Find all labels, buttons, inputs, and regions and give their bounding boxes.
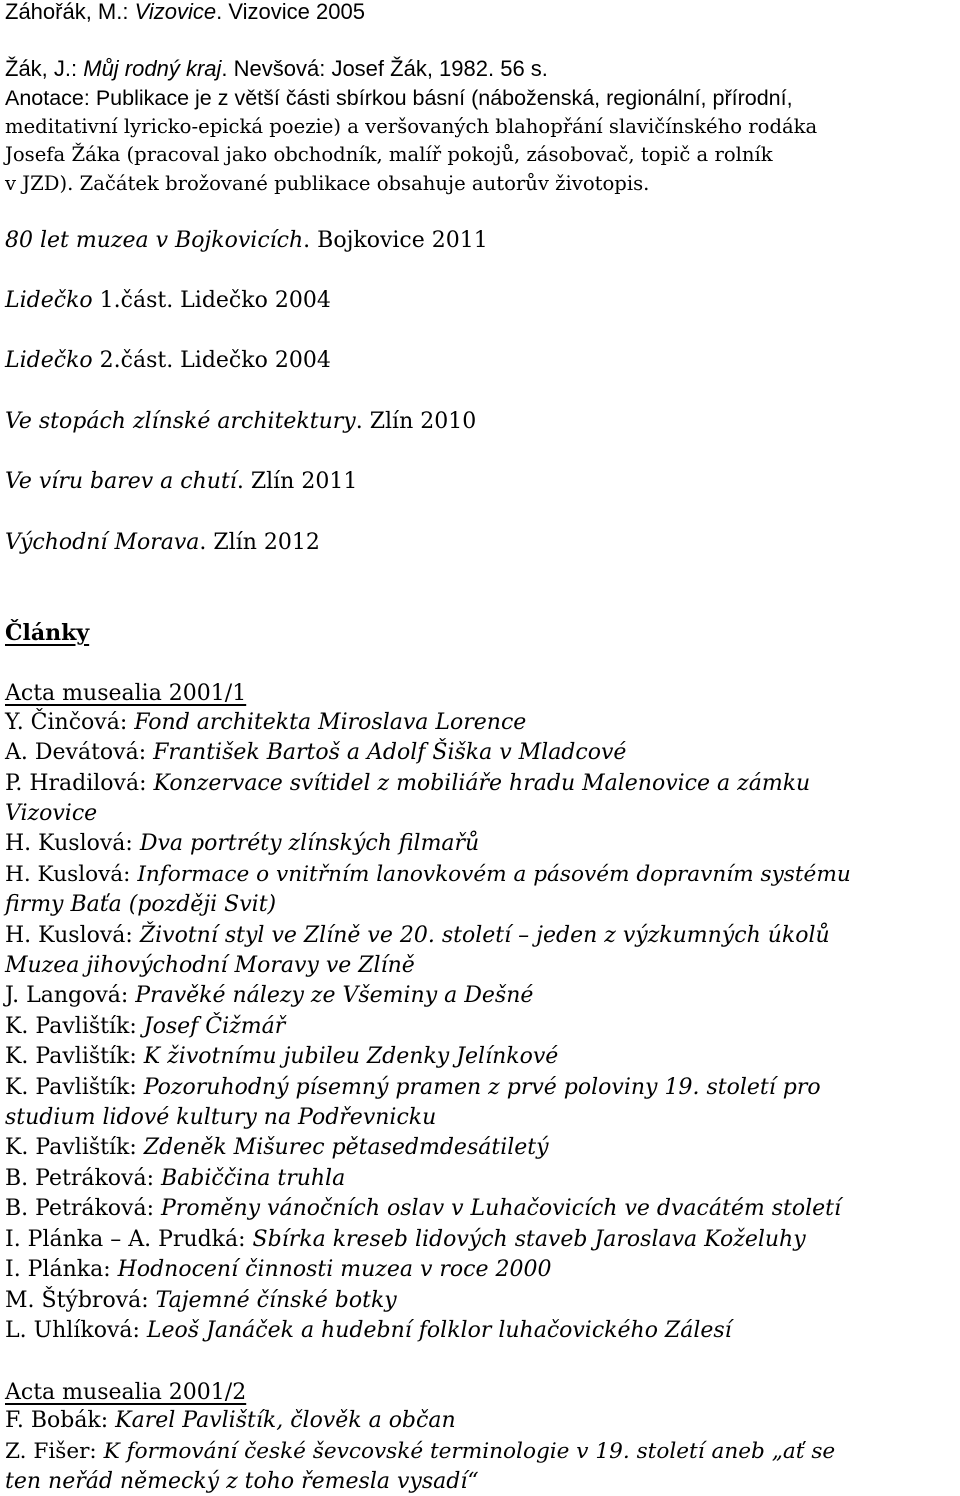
catalog-entry <box>5 411 476 433</box>
article-title: Hodnocení činnosti muzea v roce 2000 <box>117 1257 552 1282</box>
article-title: Karel Pavlištík, člověk a občan <box>115 1408 456 1433</box>
article-title-continuation: studium lidové kultury na Podřevnicku <box>5 1105 437 1130</box>
catalog-title: 80 let muzea v Bojkovicích <box>5 228 304 253</box>
book-author: Záhořák, M.: <box>5 0 135 24</box>
article-title: K formování české ševcovské terminologie v 19. století aneb „ať se <box>103 1439 836 1464</box>
article-author: H. Kuslová: <box>5 862 138 887</box>
article-author: I. Plánka: <box>5 1257 118 1282</box>
article-title: Informace o vnitřním lanovkovém a pásovém dopravním systému <box>137 862 851 887</box>
article-title: Pozoruhodný písemný pramen z prvé poloviny 19. století pro <box>143 1075 821 1100</box>
article-entry <box>5 1077 821 1099</box>
catalog-entry <box>5 471 357 493</box>
book-details: . Nevšová: Josef Žák, 1982. 56 s. <box>221 56 548 81</box>
article-title: Zdeněk Mišurec pětasedmdesátiletý <box>143 1135 549 1160</box>
article-title: Babiččina truhla <box>161 1166 346 1191</box>
catalog-details: . Bojkovice 2011 <box>303 228 488 253</box>
article-entry <box>5 742 626 764</box>
annotation-line: Josefa Žáka (pracoval jako obchodník, malíř pokojů, zásobovač, topič a rolník <box>5 143 773 166</box>
article-title-continuation: ten neřád německý z toho řemesla vysadí“ <box>5 1469 479 1494</box>
article-title: Dva portréty zlínských filmařů <box>139 831 480 856</box>
article-entry <box>5 1410 456 1432</box>
catalog-title: Východní Morava <box>5 530 200 555</box>
catalog-details: 1.část. Lidečko 2004 <box>99 288 331 313</box>
catalog-title: Lidečko <box>5 288 100 313</box>
catalog-entry <box>5 290 331 312</box>
article-entry <box>5 1320 732 1342</box>
article-title: František Bartoš a Adolf Šiška v Mladcové <box>153 740 627 765</box>
catalog-title: Ve víru barev a chutí <box>5 469 237 494</box>
article-title: Tajemné čínské botky <box>155 1288 397 1313</box>
article-author: A. Devátová: <box>5 740 154 765</box>
article-title-continuation: firmy Baťa (později Svit) <box>5 892 277 917</box>
article-entry <box>5 712 526 734</box>
article-author: Y. Činčová: <box>5 710 135 735</box>
annotation-line: v JZD). Začátek brožované publikace obsahuje autorův životopis. <box>5 172 650 195</box>
article-entry <box>5 833 479 855</box>
article-title: K životnímu jubileu Zdenky Jelínkové <box>143 1044 559 1069</box>
catalog-details: . Zlín 2010 <box>355 409 477 434</box>
article-author: H. Kuslová: <box>5 923 140 948</box>
book-entry <box>5 1 365 23</box>
article-entry <box>5 925 830 947</box>
article-title: Sbírka kreseb lidových staveb Jaroslava Koželuhy <box>252 1227 806 1252</box>
annotation-line: meditativní lyricko-epická poezie) a veršovaných blahopřání slavičínského rodáka <box>5 115 818 138</box>
catalog-title: Lidečko <box>5 348 100 373</box>
book-title: Můj rodný kraj <box>83 56 222 81</box>
article-title: Leoš Janáček a hudební folklor luhačovického Zálesí <box>146 1318 732 1343</box>
article-entry <box>5 1198 841 1220</box>
article-author: J. Langová: <box>5 983 136 1008</box>
book-title: Vizovice <box>134 0 217 24</box>
article-title-continuation: Vizovice <box>5 801 98 826</box>
article-entry <box>5 985 533 1007</box>
catalog-details: 2.část. Lidečko 2004 <box>99 348 331 373</box>
issue-title: Acta musealia 2001/1 <box>5 681 247 706</box>
catalog-entry <box>5 230 488 252</box>
book-entry <box>5 58 548 80</box>
article-author: F. Bobák: <box>5 1408 116 1433</box>
article-entry <box>5 773 810 795</box>
article-title-continuation: Muzea jihovýchodní Moravy ve Zlíně <box>5 953 415 978</box>
article-author: B. Petráková: <box>5 1166 161 1191</box>
article-author: K. Pavlištík: <box>5 1014 144 1039</box>
article-entry <box>5 1229 806 1251</box>
article-author: B. Petráková: <box>5 1196 161 1221</box>
article-title: Proměny vánočních oslav v Luhačovicích ve dvacátém století <box>161 1196 842 1221</box>
article-author: K. Pavlištík: <box>5 1044 144 1069</box>
book-details: . Vizovice 2005 <box>216 0 365 24</box>
catalog-details: . Zlín 2011 <box>236 469 358 494</box>
article-title: Fond architekta Miroslava Lorence <box>134 710 527 735</box>
article-author: Z. Fišer: <box>5 1439 104 1464</box>
article-author: K. Pavlištík: <box>5 1135 144 1160</box>
article-author: I. Plánka – A. Prudká: <box>5 1227 253 1252</box>
catalog-entry <box>5 350 331 372</box>
annotation-line: Anotace: Publikace je z větší části sbírkou básní (náboženská, regionální, přírodní, <box>5 86 793 110</box>
article-entry <box>5 1259 551 1281</box>
catalog-entry <box>5 532 320 554</box>
article-entry <box>5 1137 549 1159</box>
article-author: K. Pavlištík: <box>5 1075 144 1100</box>
book-author: Žák, J.: <box>5 56 84 81</box>
catalog-details: . Zlín 2012 <box>199 530 320 555</box>
article-entry <box>5 1016 285 1038</box>
article-entry <box>5 1046 558 1068</box>
article-author: H. Kuslová: <box>5 831 140 856</box>
article-entry <box>5 864 851 886</box>
article-title: Životní styl ve Zlíně ve 20. století – jeden z výzkumných úkolů <box>139 923 830 948</box>
article-entry <box>5 1168 345 1190</box>
article-author: L. Uhlíková: <box>5 1318 147 1343</box>
articles-heading: Články <box>5 620 90 646</box>
catalog-title: Ve stopách zlínské architektury <box>5 409 356 434</box>
article-title: Josef Čižmář <box>143 1014 286 1039</box>
article-author: P. Hradilová: <box>5 771 154 796</box>
article-entry <box>5 1441 835 1463</box>
article-title: Konzervace svítidel z mobiliáře hradu Malenovice a zámku <box>153 771 811 796</box>
article-entry <box>5 1290 397 1312</box>
issue-title: Acta musealia 2001/2 <box>5 1380 247 1405</box>
article-title: Pravěké nálezy ze Všeminy a Dešné <box>135 983 534 1008</box>
article-author: M. Štýbrová: <box>5 1288 156 1313</box>
